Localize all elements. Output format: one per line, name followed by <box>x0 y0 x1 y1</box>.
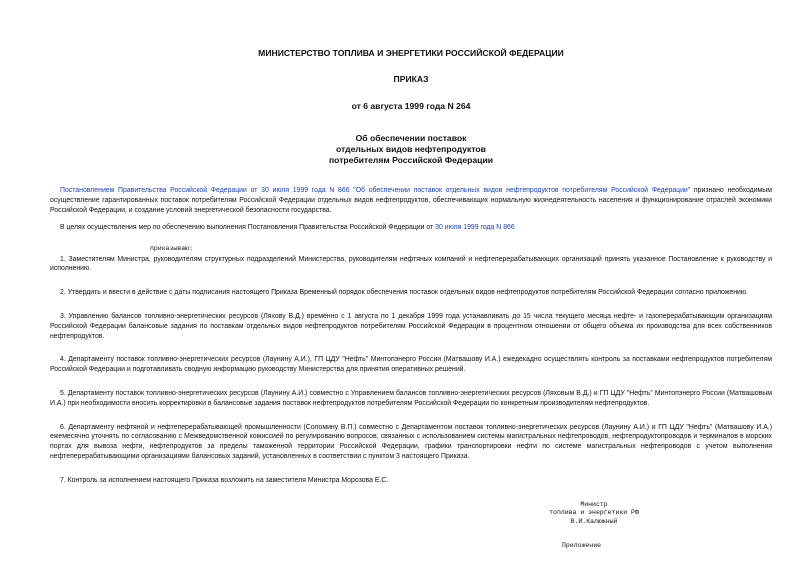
purpose-paragraph <box>50 223 772 233</box>
signature-name: В.И.Калюжный <box>570 517 618 525</box>
orders-word: приказываю: <box>150 245 193 253</box>
signature-position: Министр <box>580 500 608 508</box>
order-item: 3. Управлению балансов топливно-энергетических ресурсов (Ляхову В.Д.) временно с 1 августа по 1 декабря 1999 года устанавливать до 15 числа текущего месяца нефте- и газоперерабатывающим организациям Российской Федерации балансовые задания по поставкам отдельных видов нефтепродуктов потребителям Российской Федерации в процентном отношении от общего объема их производства для всех собственников нефтепродуктов. <box>50 313 772 340</box>
document-title <box>50 133 772 166</box>
document-body <box>50 186 772 486</box>
document-date-number: от 6 августа 1999 года N 264 <box>351 101 471 111</box>
document-type: ПРИКАЗ <box>393 74 429 84</box>
ministry-heading: МИНИСТЕРСТВО ТОПЛИВА И ЭНЕРГЕТИКИ РОССИЙСКОЙ ФЕДЕРАЦИИ <box>258 48 564 58</box>
order-item: 1. Заместителям Министра, руководителям структурных подразделений Министерства, руководителям нефтяных компаний и нефтеперерабатывающих организаций принять указанное Постановление к руководству и исполнению. <box>50 255 772 273</box>
order-item: 6. Департаменту нефтяной и нефтеперерабатывающей промышленности (Соломину В.П.) совместно с Департаментом поставок топливно-энергетических ресурсов (Лаунину А.И.) и ГП ЦДУ "Нефть" (Матвашову И.А.) ежемесячно уточнять по согласованию с Межведомственной комиссией по регулированию вопросов, связанных с использованием системы магистральных нефтепроводов, нефтепродуктопроводов и терминалов в морских портах для вывоза нефти, нефтепродуктов за пределы таможенной территории Российской Федерации, графики транспортировки нефти по системе магистральных нефтепроводов с учетом выполнения нефтеперерабатывающими организациями балансовых заданий, установленных в соответствии с пунктом 3 настоящего Приказа. <box>50 423 772 461</box>
order-item: 4. Департаменту поставок топливно-энергетических ресурсов (Лаунину А.И.), ГП ЦДУ "Нефть" Минтопэнерго России (Матвашову И.А.) ежедекадно осуществлять контроль за поставками нефтепродуктов потребителям Российской Федерации и подготавливать сводную информацию руководству Министерства для принятия оперативных решений. <box>50 356 772 374</box>
purpose-text: В целях осуществления мер по обеспечению выполнения Постановления Правительства Российской Федерации от <box>60 224 436 232</box>
signature-ministry: топлива и энергетики РФ <box>549 509 639 517</box>
order-item: 2. Утвердить и ввести в действие с даты подписания настоящего Приказа Временный порядок обеспечения поставок отдельных видов нефтепродуктов потребителям Российской Федерации согласно приложению. <box>60 289 748 297</box>
preamble-paragraph <box>50 186 772 215</box>
signature-block <box>50 501 660 527</box>
title-line: отдельных видов нефтепродуктов <box>336 144 486 154</box>
resolution-date-link[interactable]: 30 июля 1999 года N 866 <box>435 224 515 232</box>
appendix-label: Приложение <box>562 542 602 550</box>
preamble-text: признано необходимым осуществление гарантированных поставок потребителям Российской Федерации отдельных видов нефтепродуктов, обеспечивающих нормальную жизнедеятельность населения и функционирование отраслей экономики Российской Федерации, и создание условий энергетической безопасности государства. <box>50 187 772 214</box>
order-item: 5. Департаменту поставок топливно-энергетических ресурсов (Лаунину А.И.) совместно с Управлением балансов топливно-энергетических ресурсов (Ляховым В.Д.) и ГП ЦДУ "Нефть" Минтопэнерго России (Матвашовым И.А.) при необходимости вносить корректировки в балансовые задания поставок нефтепродуктов потребителям Российской Федерации по конкретным производителям нефтепродуктов. <box>50 390 772 407</box>
resolution-link[interactable]: Постановлением Правительства Российской Федерации от 30 июля 1999 года N 866 "Об обеспечении поставок отдельных видов нефтепродуктов потребителям Российской Федерации" <box>60 187 691 194</box>
title-line: потребителям Российской Федерации <box>328 155 494 165</box>
title-line: Об обеспечении поставок <box>355 133 467 143</box>
order-item: 7. Контроль за исполнением настоящего Приказа возложить на заместителя Министра Морозова Е.С. <box>60 476 389 484</box>
